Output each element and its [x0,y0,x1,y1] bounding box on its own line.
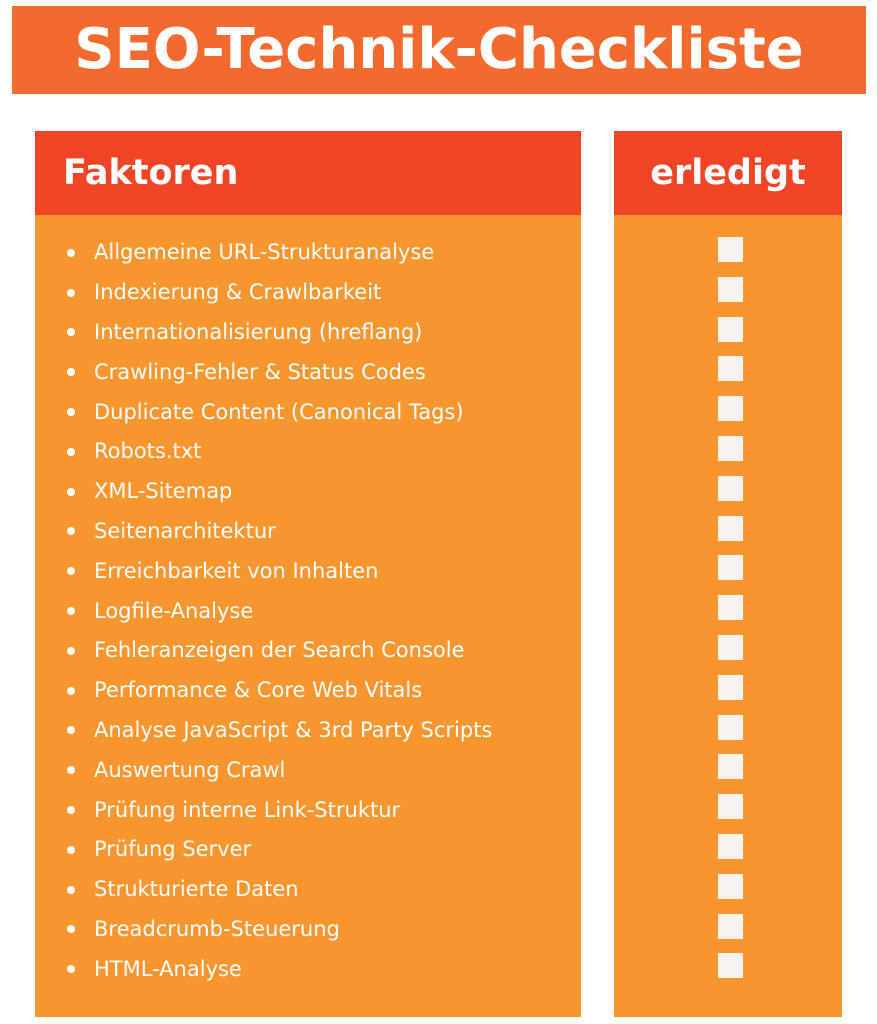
bullet-icon [67,965,75,973]
checkbox-row [614,432,842,472]
checkbox-row [614,631,842,671]
checkbox-row [614,233,842,273]
bullet-icon [67,527,75,535]
checkbox-row [614,313,842,353]
factor-label: Analyse JavaScript & 3rd Party Scripts [94,717,493,742]
factor-label: Duplicate Content (Canonical Tags) [94,399,464,424]
factor-label: Robots.txt [94,439,202,464]
done-checkbox[interactable] [718,237,743,262]
factors-column-label: Faktoren [63,152,239,193]
done-checkbox[interactable] [718,555,743,580]
bullet-icon [67,448,75,456]
factor-label: Erreichbarkeit von Inhalten [94,558,379,583]
checkbox-row [614,352,842,392]
done-column-label: erledigt [650,152,806,193]
factor-label: HTML-Analyse [94,956,242,981]
checkbox-row [614,830,842,870]
bullet-icon [67,408,75,416]
checkbox-row [614,512,842,552]
factor-label: Performance & Core Web Vitals [94,678,423,703]
bullet-icon [67,289,75,297]
done-checkbox[interactable] [718,595,743,620]
bullet-icon [67,726,75,734]
done-checkbox[interactable] [718,914,743,939]
bullet-icon [67,368,75,376]
factor-label: Allgemeine URL-Strukturanalyse [94,240,435,265]
factor-label: Breadcrumb-Steuerung [94,916,340,941]
bullet-icon [67,687,75,695]
done-checkbox[interactable] [718,396,743,421]
done-checkbox[interactable] [718,715,743,740]
done-checkbox[interactable] [718,516,743,541]
bullet-icon [67,488,75,496]
bullet-icon [67,766,75,774]
checkbox-row [614,591,842,631]
factor-label: Internationalisierung (hreflang) [94,319,423,344]
done-column-header [614,131,842,215]
factor-label: Seitenarchitektur [94,518,276,543]
done-checkbox[interactable] [718,834,743,859]
bullet-icon [67,647,75,655]
checkbox-row [614,750,842,790]
done-checkbox[interactable] [718,356,743,381]
done-checkbox[interactable] [718,754,743,779]
checkbox-row [614,949,842,989]
factor-label: Fehleranzeigen der Search Console [94,638,465,663]
checkbox-row [614,551,842,591]
checkbox-list [614,233,842,989]
checkbox-row [614,870,842,910]
checkbox-row [614,392,842,432]
bullet-icon [67,886,75,894]
factor-label: Prüfung interne Link-Struktur [94,797,401,822]
checkbox-row [614,671,842,711]
bullet-icon [67,328,75,336]
checkbox-row [614,910,842,950]
done-checkbox[interactable] [718,874,743,899]
checkbox-row [614,273,842,313]
factor-label: Logfile-Analyse [94,598,254,623]
bullet-icon [67,806,75,814]
factors-column-header [35,131,581,215]
checkbox-row [614,472,842,512]
checkbox-row [614,711,842,751]
done-checkbox[interactable] [718,675,743,700]
bullet-icon [67,846,75,854]
bullet-icon [67,567,75,575]
page-title: SEO-Technik-Checkliste [74,17,804,82]
factor-label: Indexierung & Crawlbarkeit [94,280,382,305]
bullet-icon [67,607,75,615]
done-checkbox[interactable] [718,635,743,660]
factor-label: Crawling-Fehler & Status Codes [94,359,426,384]
factor-label: Prüfung Server [94,837,252,862]
factor-label: Strukturierte Daten [94,877,299,902]
checkbox-row [614,790,842,830]
done-panel [614,131,842,1017]
done-checkbox[interactable] [718,436,743,461]
factor-label: Auswertung Crawl [94,757,286,782]
done-checkbox[interactable] [718,794,743,819]
title-banner [12,6,866,94]
bullet-icon [67,925,75,933]
bullet-icon [67,249,75,257]
done-checkbox[interactable] [718,277,743,302]
factor-label: XML-Sitemap [94,479,233,504]
done-checkbox[interactable] [718,476,743,501]
factors-panel [35,131,581,1017]
done-checkbox[interactable] [718,317,743,342]
done-checkbox[interactable] [718,953,743,978]
